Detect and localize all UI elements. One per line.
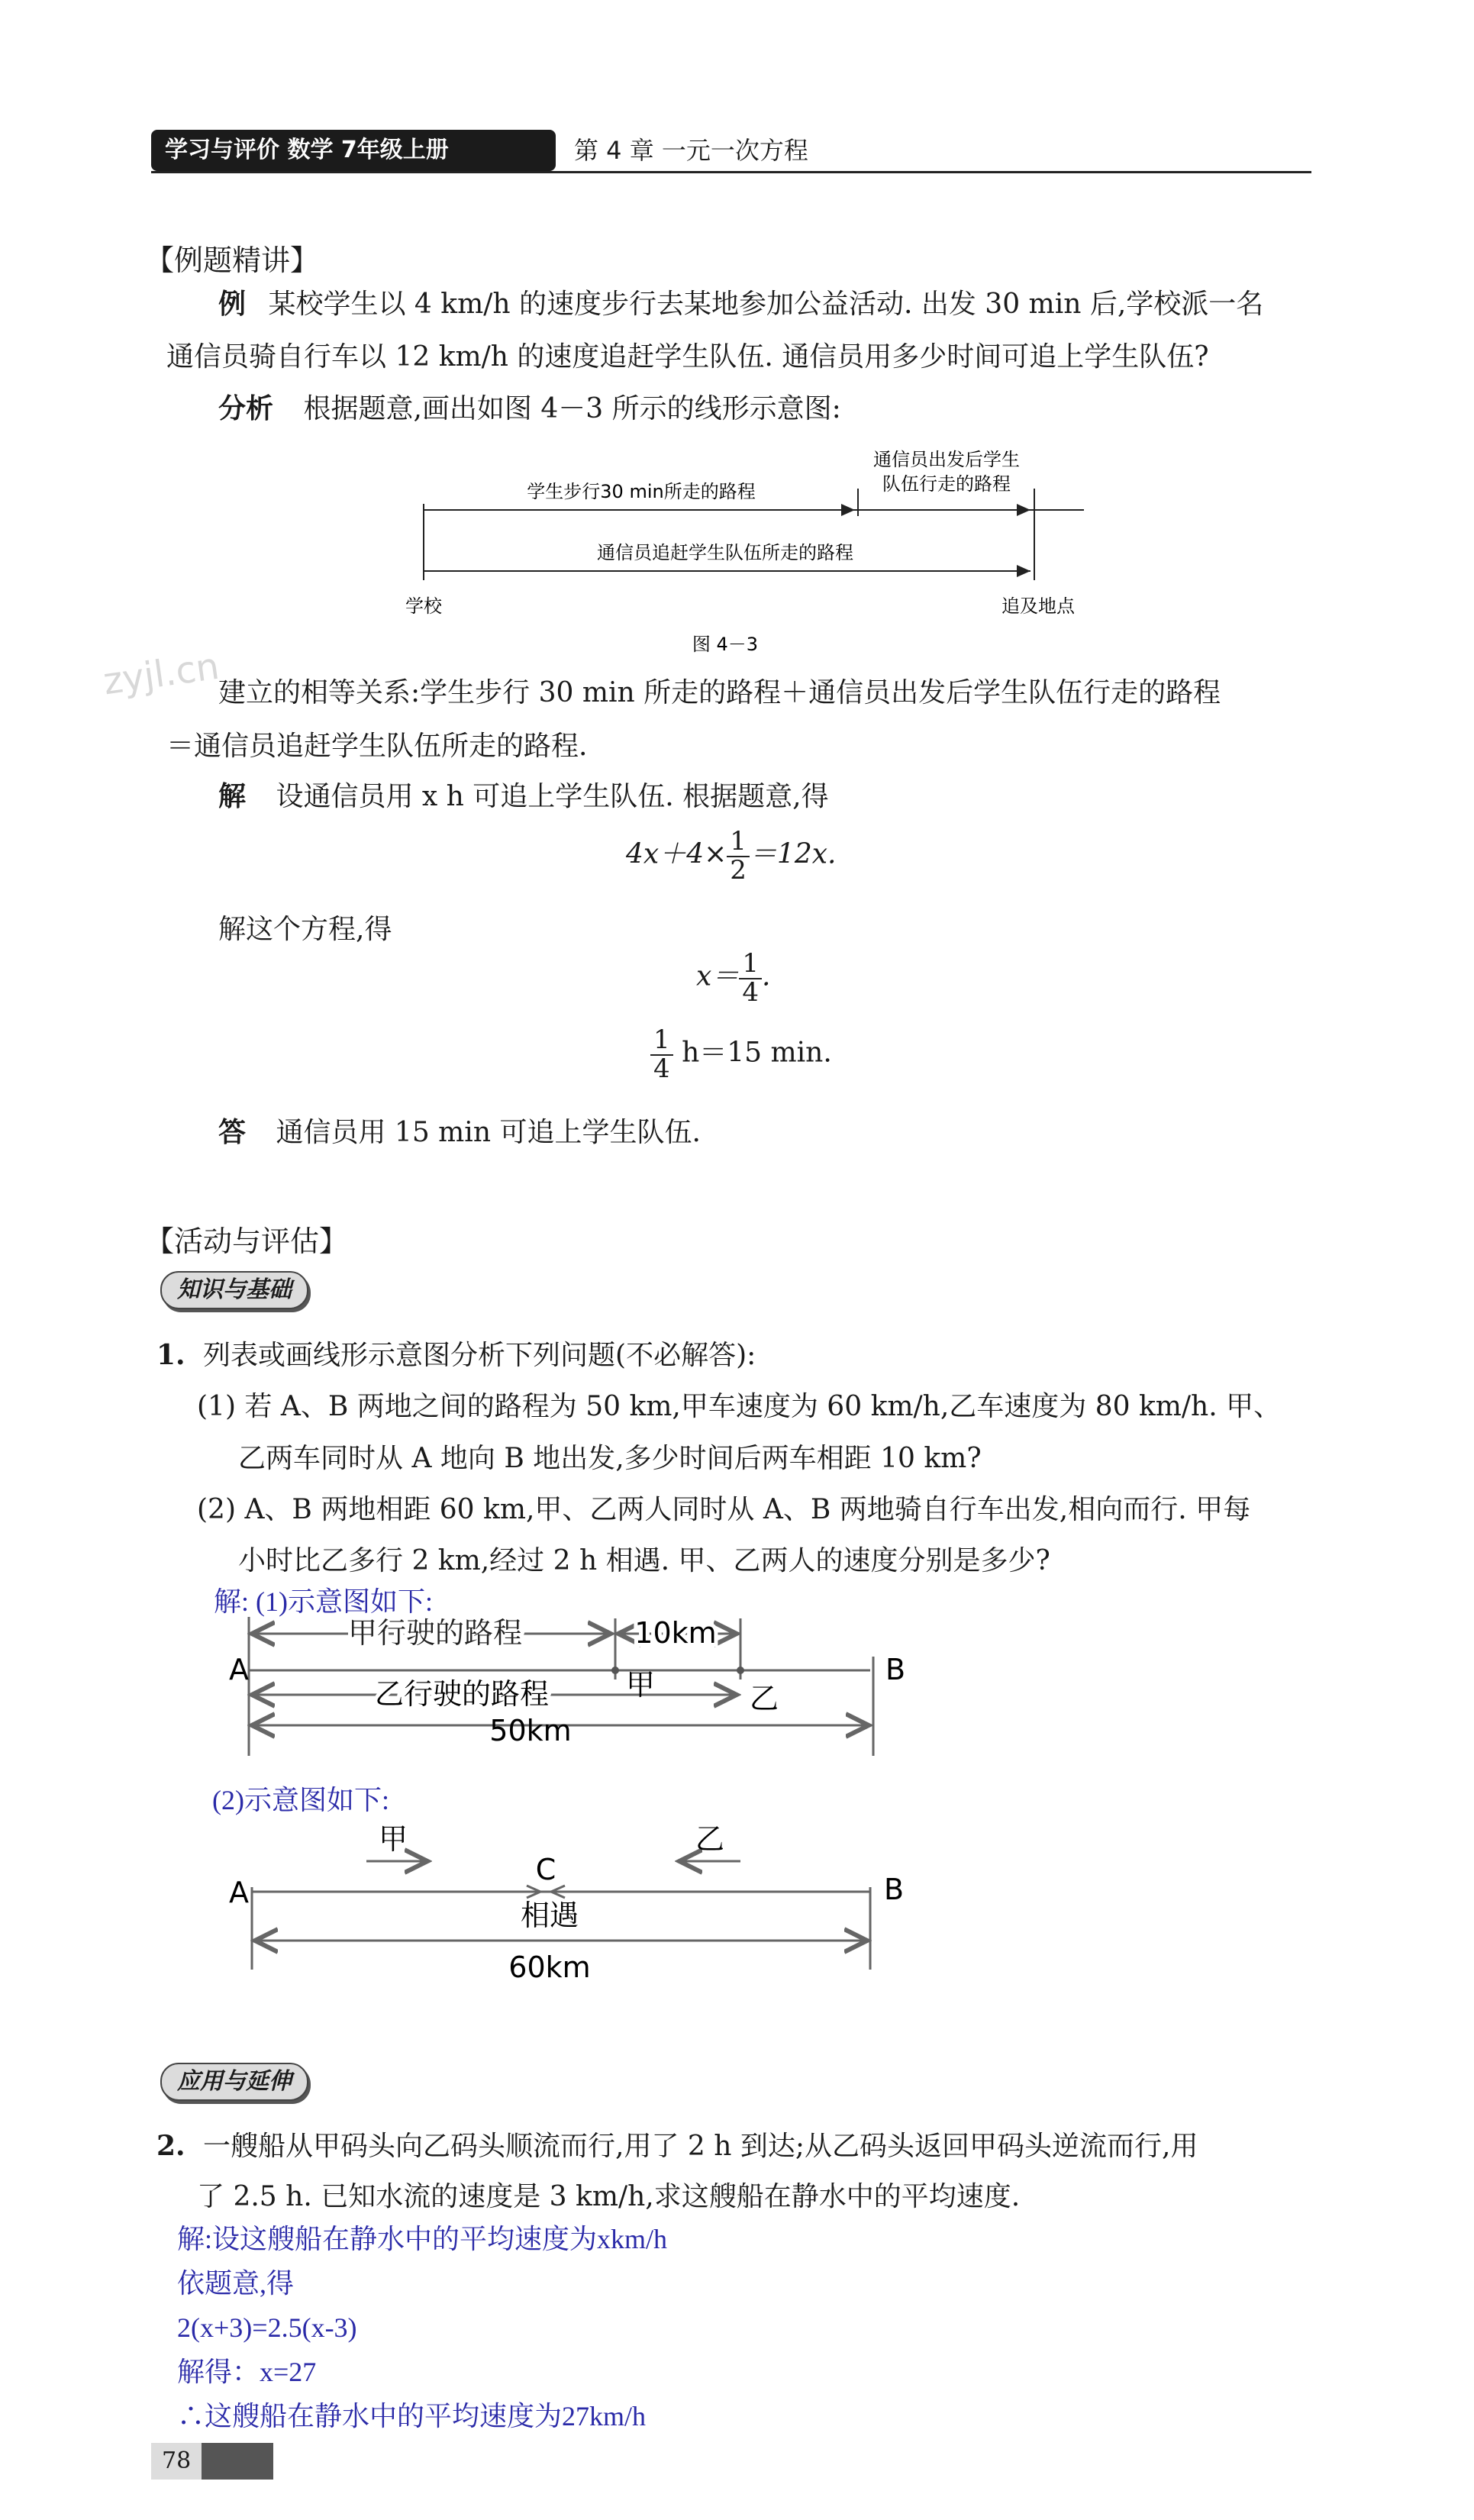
equation-left: 4x＋4× (626, 838, 727, 870)
hw2-diagram (206, 1817, 924, 1992)
fig-seg2-label-1: 通信员出发后学生 (873, 449, 1020, 470)
hw1-yi-path-label: 乙行驶的路程 (374, 1677, 550, 1711)
relation-line1: 建立的相等关系:学生步行 30 min 所走的路程＋通信员出发后学生队伍行走的路程 (218, 677, 1221, 708)
header-chapter: 第 4 章 一元一次方程 (574, 136, 808, 165)
equation-right: ＝12x. (749, 838, 837, 870)
q1-1-line1: (1) 若 A、B 两地之间的路程为 50 km,甲车速度为 60 km/h,乙车速度为 80 km/h. 甲、 (197, 1391, 1282, 1422)
q1-2-line2: 小时比乙多行 2 km,经过 2 h 相遇. 甲、乙两人的速度分别是多少? (238, 1545, 1050, 1576)
analysis-text: 根据题意,画出如图 4－3 所示的线形示意图: (303, 393, 841, 424)
q2-number: 2. (156, 2130, 185, 2162)
convert-num: 1 (650, 1027, 673, 1056)
activity-section-title: 【活动与评估】 (145, 1225, 349, 1258)
hw2-b-label: B (884, 1873, 905, 1906)
q2-line2: 了 2.5 h. 已知水流的速度是 3 km/h,求这艘船在静水中的平均速度. (197, 2181, 1021, 2212)
answer-line-1: 解:设这艘船在静水中的平均速度为xkm/h (177, 2224, 668, 2254)
equation-frac-num: 1 (727, 828, 750, 857)
fig-start-label: 学校 (405, 595, 442, 617)
convert-fraction (650, 1024, 673, 1084)
page-number: 78 (151, 2443, 202, 2480)
hw1-b-label: B (885, 1653, 906, 1686)
hw1-yi-label: 乙 (750, 1682, 779, 1715)
convert-den: 4 (653, 1053, 670, 1084)
answer-label: 答 (218, 1116, 247, 1148)
convert-text: h＝15 min. (672, 1037, 832, 1069)
problem-line2: 通信员骑自行车以 12 km/h 的速度追赶学生队伍. 通信员用多少时间可追上学生队伍? (166, 341, 1209, 373)
hw2-c-label: C (535, 1853, 556, 1886)
hw2-a-label: A (229, 1876, 249, 1909)
answer-text: 通信员用 15 min 可追上学生队伍. (276, 1117, 701, 1148)
fig-end-label: 追及地点 (1001, 595, 1075, 617)
analysis-label: 分析 (218, 392, 274, 424)
answer-line-4: 解得：x=27 (177, 2357, 317, 2387)
hw1-title: 解: (1)示意图如下: (214, 1586, 433, 1617)
fig-seg2-label-2: 队伍行走的路程 (882, 473, 1011, 495)
header-book-badge (151, 130, 556, 171)
fig-total-label: 通信员追赶学生队伍所走的路程 (597, 542, 853, 563)
fig-caption: 图 4－3 (692, 634, 759, 655)
figure-4-3 (397, 443, 1084, 657)
hw1-gap-label: 10km (634, 1616, 717, 1650)
result-fraction (739, 950, 762, 1006)
equation-fraction (727, 828, 750, 884)
q1-1-line2: 乙两车同时从 A 地向 B 地出发,多少时间后两车相距 10 km? (238, 1443, 982, 1474)
badge-application-extension: 应用与延伸 (160, 2063, 308, 2101)
result-den: 4 (742, 976, 759, 1008)
fig-seg1-label: 学生步行30 min所走的路程 (527, 481, 756, 502)
hw1-jia-label: 甲 (626, 1668, 656, 1702)
header-book-title: 学习与评价 数学 7年级上册 (165, 137, 449, 163)
hw1-jia-point (611, 1667, 619, 1674)
problem-label: 例 (218, 288, 247, 320)
solution-text: 设通信员用 x h 可追上学生队伍. 根据题意,得 (276, 781, 829, 812)
hw1-diagram (206, 1611, 924, 1779)
result-num: 1 (739, 950, 762, 979)
hw2-total-label: 60km (508, 1950, 591, 1984)
problem-line1: 某校学生以 4 km/h 的速度步行去某地参加公益活动. 出发 30 min 后,学校派一名 (268, 289, 1264, 320)
solution-label: 解 (218, 780, 247, 812)
equation-frac-den: 2 (730, 854, 747, 886)
relation-line2: ＝通信员追赶学生队伍所走的路程. (166, 731, 588, 762)
answer-line-5: ∴这艘船在静水中的平均速度为27km/h (177, 2401, 647, 2431)
header-rule (151, 171, 1311, 173)
badge-knowledge-basics: 知识与基础 (160, 1271, 308, 1309)
example-section-title: 【例题精讲】 (145, 244, 320, 277)
hw2-yi-label: 乙 (695, 1822, 725, 1856)
result-end: . (761, 960, 771, 992)
hw1-yi-point (737, 1667, 744, 1674)
hw2-title: (2)示意图如下: (212, 1785, 389, 1815)
result (696, 950, 770, 1006)
answer-line-3: 2(x+3)=2.5(x-3) (177, 2312, 357, 2343)
conversion (650, 1024, 832, 1084)
equation (626, 828, 836, 884)
q2-line1: 一艘船从甲码头向乙码头顺流而行,用了 2 h 到达;从乙码头返回甲码头逆流而行,用 (203, 2131, 1198, 2162)
hw1-a-label: A (229, 1653, 249, 1686)
hw2-meet-label: 相遇 (520, 1899, 579, 1932)
hw1-total-label: 50km (489, 1714, 572, 1747)
answer-line-2: 依题意,得 (177, 2268, 295, 2299)
hw1-jia-path-label: 甲行驶的路程 (347, 1616, 523, 1650)
q1-2-line1: (2) A、B 两地相距 60 km,甲、乙两人同时从 A、B 两地骑自行车出发,相向而行. 甲每 (197, 1494, 1251, 1525)
solve-text: 解这个方程,得 (218, 914, 392, 945)
q1-text: 列表或画线形示意图分析下列问题(不必解答): (203, 1340, 756, 1371)
result-left: x＝ (696, 960, 740, 992)
watermark: zyjl.cn (100, 644, 222, 704)
q1-number: 1. (156, 1339, 185, 1371)
page-number-badge (151, 2443, 273, 2480)
hw2-jia-label: 甲 (378, 1822, 408, 1856)
